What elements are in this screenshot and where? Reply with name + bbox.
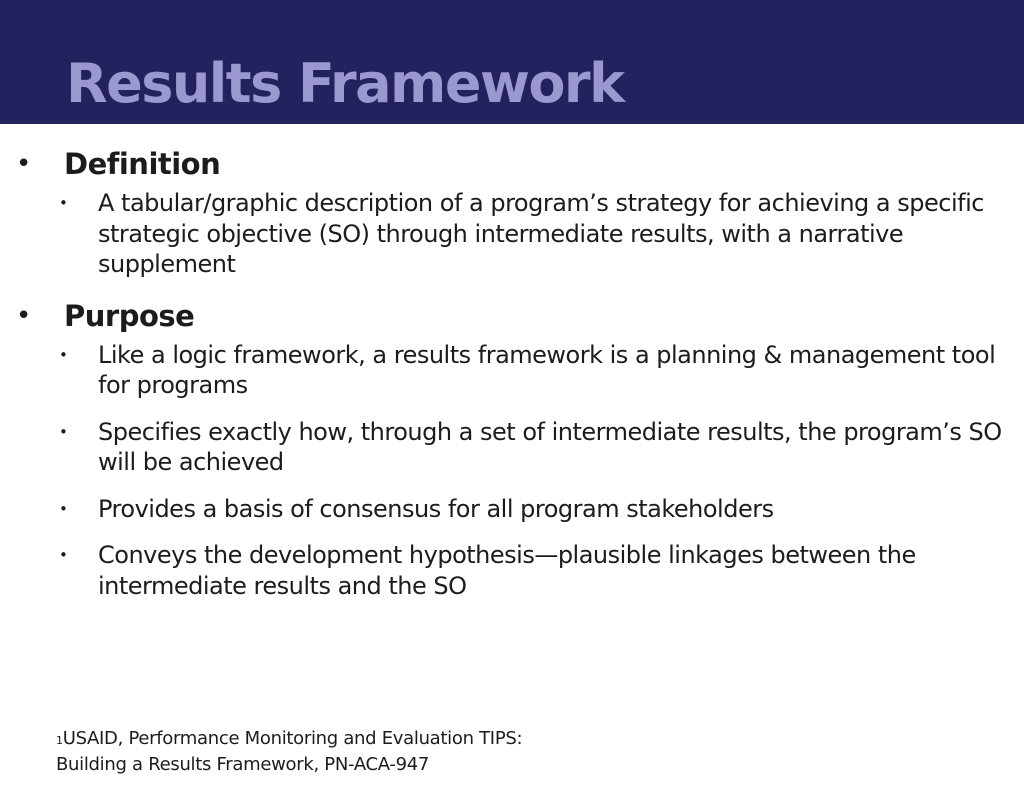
title-bar <box>0 0 1024 124</box>
section-header <box>0 292 1024 340</box>
section-definition <box>0 140 1024 280</box>
list-item-text: Conveys the development hypothesis—plausible linkages between the intermediate results and the SO <box>98 541 916 600</box>
list-item <box>0 340 1024 401</box>
definition-list <box>0 188 1024 280</box>
section-purpose <box>0 292 1024 602</box>
list-item <box>0 540 1024 601</box>
list-item-text: Provides a basis of consensus for all program stakeholders <box>98 494 774 523</box>
bullet-icon: • <box>59 499 68 518</box>
footnote-marker: 1 <box>56 734 63 747</box>
list-item <box>0 417 1024 478</box>
section-header <box>0 140 1024 188</box>
bullet-icon: • <box>59 194 68 212</box>
section-heading: Definition <box>64 147 221 181</box>
slide-body <box>0 140 1024 617</box>
list-item <box>0 188 1024 280</box>
bullet-icon: • <box>59 546 68 564</box>
list-item <box>0 494 1024 525</box>
section-heading: Purpose <box>64 298 195 333</box>
list-item-text: Like a logic framework, a results framework is a planning & management tool for programs <box>98 340 996 399</box>
footnote-line-1 <box>56 726 522 752</box>
slide-title: Results Framework <box>66 52 624 115</box>
footnote-text-1: USAID, Performance Monitoring and Evaluation TIPS: <box>62 728 523 749</box>
bullet-icon: • <box>59 345 68 364</box>
list-item-text: A tabular/graphic description of a program’s strategy for achieving a specific strategic objective (SO) through intermediate results, with a narrative supplement <box>98 189 984 278</box>
bullet-icon: • <box>16 300 32 331</box>
purpose-list <box>0 340 1024 602</box>
footnote <box>56 726 522 778</box>
list-item-text: Specifies exactly how, through a set of intermediate results, the program’s SO will be achieved <box>98 417 1002 476</box>
bullet-icon: • <box>59 422 68 441</box>
bullet-icon: • <box>16 149 32 179</box>
footnote-line-2: Building a Results Framework, PN-ACA-947 <box>56 754 430 775</box>
